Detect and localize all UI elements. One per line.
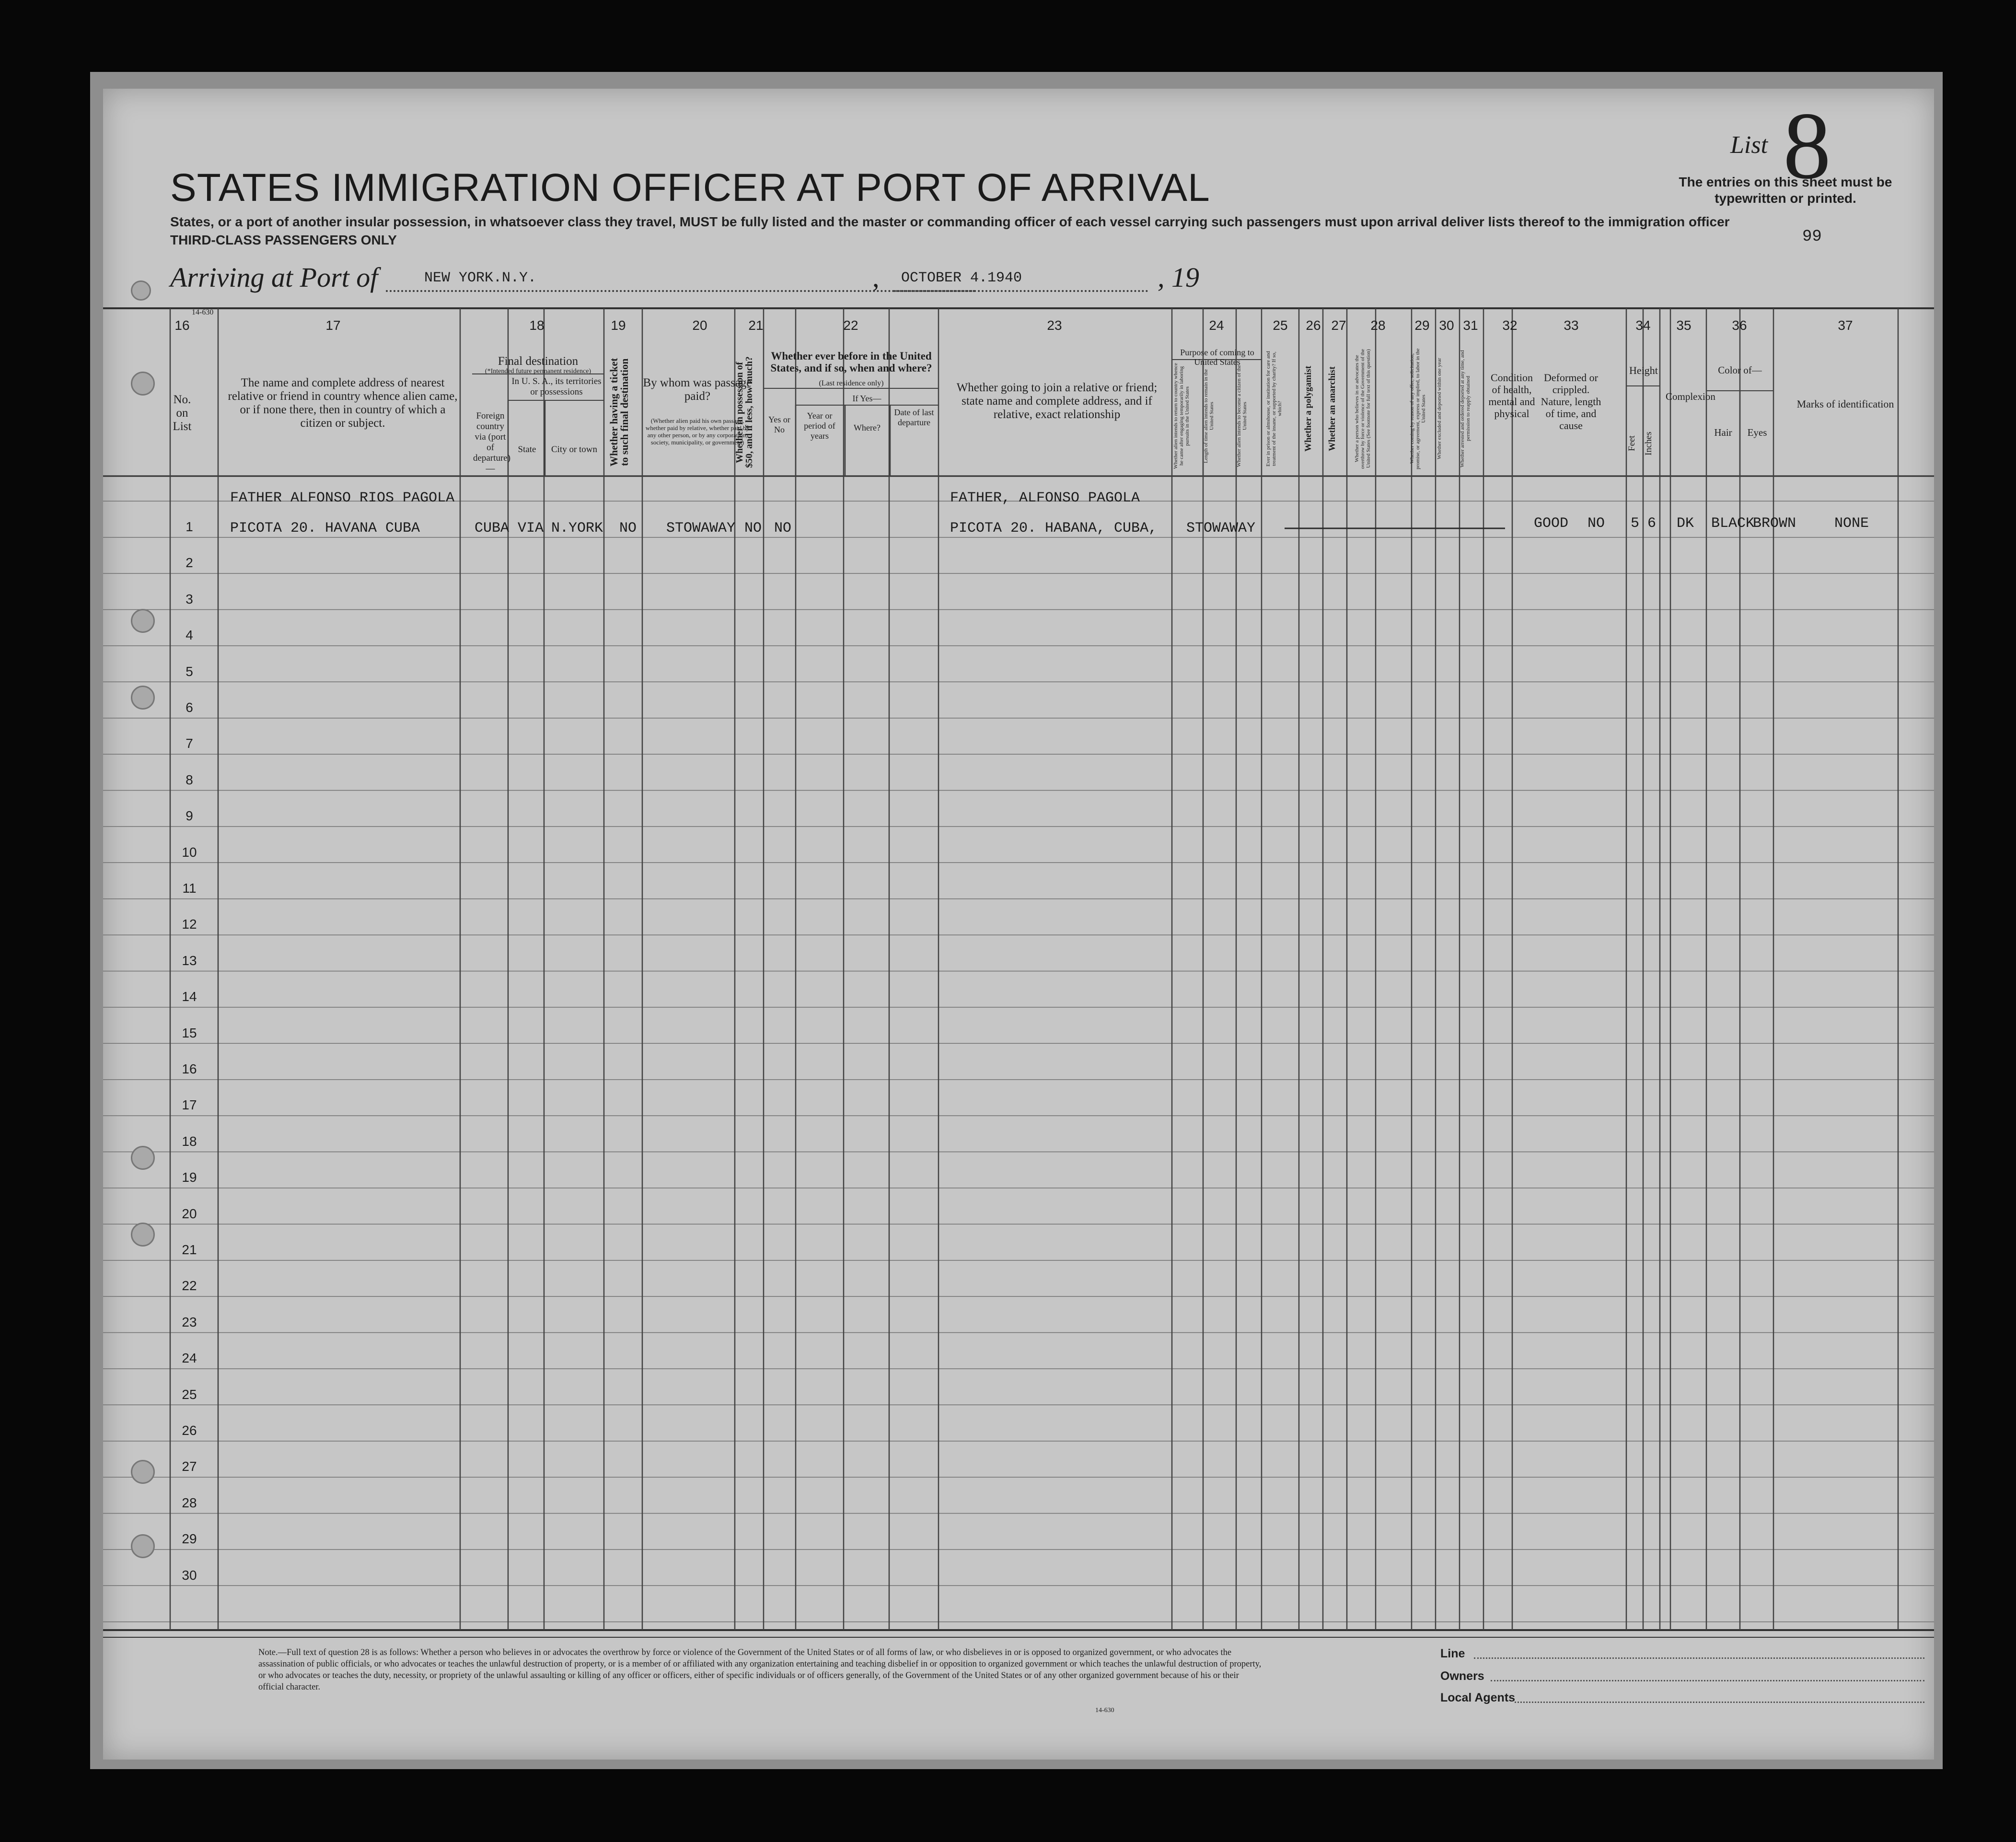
entry-complexion: DK — [1677, 515, 1694, 532]
header-inches: Inches — [1644, 431, 1654, 455]
row-number: 23 — [182, 1314, 197, 1329]
owners-field — [1491, 1680, 1924, 1681]
col-number-34: 34 — [1635, 318, 1651, 333]
header-final-destination-note: (*Intended future permanent residence) — [485, 368, 591, 375]
header-possession-50: Whether in possession of $50, and if less, how much? — [734, 356, 754, 468]
header-last-residence: (Last residence only) — [819, 379, 884, 387]
row-number: 11 — [182, 881, 197, 896]
footnote-question-28: Note.—Full text of question 28 is as follows: Whether a person who believes in or advocates the overthrow by force or violence of the Government of the United States or of all forms of law, or who disbelieves in or is opposed to organized government, or who advocates the assassination of public officials, or who advocates or teaches the unlawful destruction of property, or is a member of or affiliated with any organization entertaining and teaching disbelief in or opposition to organized government or which teaches the unlawful destruction of property, or who advocates or teaches the duty, necessity, or propriety of the unlawful assaulting or killing of any officer or officers, either of specific individuals or of officers generally, of the Government of the United States or of any other organized government because of his or their official character. — [258, 1648, 1262, 1692]
entry-join-line1: FATHER, ALFONSO PAGOLA — [950, 490, 1140, 506]
arriving-label: Arriving at Port of — [170, 262, 378, 293]
binder-hole — [131, 1223, 155, 1247]
header-purpose-a: Whether alien intends to return to country whence he came after engaging temporarily in laboring pursuits in the United States — [1173, 363, 1190, 469]
header-before-in-us: Whether ever before in the United States, and if so, when and where? — [770, 350, 932, 374]
row-number: 12 — [182, 917, 197, 932]
manifest-sheet — [103, 89, 1934, 1760]
header-polygamist: Whether a polygamist — [1303, 365, 1313, 452]
col-number-23: 23 — [1047, 318, 1062, 333]
binder-hole — [131, 609, 155, 633]
row-number: 15 — [182, 1025, 197, 1040]
col-number-35: 35 — [1676, 318, 1692, 333]
binder-hole — [131, 1534, 155, 1558]
row-number: 10 — [182, 844, 197, 860]
header-ticket: Whether having a ticket to such final destination — [608, 358, 630, 467]
row-number: 13 — [182, 953, 197, 968]
header-relative-name: The name and complete address of nearest relative or friend in country whence alien came, or if none there, then in country of which a citizen or subject. — [228, 376, 458, 430]
header-city: City or town — [551, 444, 598, 455]
header-c29: Whether coming by reason of any offer, solicitation, promise, or agreement, express or implied, to labor in the United States — [1409, 348, 1426, 469]
col-number-19: 19 — [611, 318, 626, 333]
footer-form-code: 14-630 — [1095, 1707, 1114, 1714]
header-deformed: Deformed or crippled. Nature, length of time, and cause — [1541, 372, 1601, 431]
header-color-of: Color of— — [1718, 364, 1762, 376]
row-number: 3 — [185, 591, 193, 606]
row-number: 14 — [182, 989, 197, 1004]
entry-join-line2: PICOTA 20. HABANA, CUBA, — [950, 520, 1158, 536]
header-paid-by-note: (Whether alien paid his own passage, whether paid by relative, whether paid by any other person, or by any corporation, society, municipality, or government) — [645, 417, 750, 446]
row-number: 20 — [182, 1206, 197, 1221]
entry-deformed: NO — [1587, 515, 1605, 532]
entry-inches: 6 — [1647, 515, 1657, 532]
header-marks: Marks of identification — [1796, 398, 1894, 410]
header-if-yes: If Yes— — [852, 394, 881, 403]
binder-hole — [131, 686, 155, 710]
header-foreign-country: Foreign country via (port of departure)— — [473, 411, 511, 474]
entry-before-yes-no: NO — [774, 520, 792, 536]
line-label: Line — [1440, 1647, 1465, 1660]
manifest-grid — [103, 89, 1934, 1760]
header-state: State — [518, 444, 536, 455]
col-number-29: 29 — [1414, 318, 1430, 333]
entry-foreign-country: CUBA VIA — [475, 520, 544, 536]
row-number: 6 — [185, 700, 193, 715]
col-number-27: 27 — [1331, 318, 1346, 333]
col-number-25: 25 — [1273, 318, 1288, 333]
entry-hair: BLACK — [1711, 515, 1755, 532]
row-number: 16 — [182, 1061, 197, 1076]
list-label: List — [1730, 131, 1768, 159]
entry-eyes: BROWN — [1753, 515, 1796, 532]
entry-relative-line2: PICOTA 20. HAVANA CUBA — [230, 520, 420, 536]
port-value: NEW YORK.N.Y. — [424, 270, 537, 286]
row-number: 7 — [185, 736, 193, 751]
row-number: 18 — [182, 1133, 197, 1149]
line-field — [1474, 1657, 1924, 1659]
row-number: 5 — [185, 664, 193, 679]
instructions-text: States, or a port of another insular possession, in whatsoever class they travel, MUST be fully listed and the master or commanding officer of each vessel carrying such passengers must upon arrival deliver lists thereof to the immigration officer — [170, 214, 1730, 229]
binder-hole — [131, 1146, 155, 1170]
header-where: Where? — [854, 423, 881, 432]
binder-hole — [131, 280, 151, 301]
header-c25: Ever in prison or almshouse, or institution for care and treatment of the insane, or supported by charity? If so, which? — [1265, 351, 1283, 466]
entry-dash-line — [1285, 526, 1505, 531]
row-number: 28 — [182, 1495, 197, 1510]
col-number-17: 17 — [325, 318, 341, 333]
row-number: 27 — [182, 1459, 197, 1474]
passenger-class-text: THIRD-CLASS PASSENGERS ONLY — [170, 233, 397, 247]
col-number-16: 16 — [174, 318, 190, 333]
col-number-36: 36 — [1732, 318, 1747, 333]
col-number-24: 24 — [1209, 318, 1224, 333]
col-number-20: 20 — [692, 318, 707, 333]
entry-city: N.YORK — [551, 520, 603, 536]
row-number: 17 — [182, 1097, 197, 1113]
header-height: Height — [1629, 364, 1658, 376]
list-number: 8 — [1783, 93, 1831, 199]
column-lines — [170, 308, 1898, 1630]
entry-paid-by: STOWAWAY — [666, 520, 736, 536]
entry-possession-50: NO — [744, 520, 762, 536]
col-number-26: 26 — [1306, 318, 1321, 333]
header-purpose-c: Whether alien intends to become a citizen of the United States — [1236, 365, 1248, 467]
header-no-on-list: No. on List — [173, 393, 192, 433]
header-health: Condition of health, mental and physical — [1488, 372, 1535, 420]
row-number: 29 — [182, 1531, 197, 1547]
local-agents-field — [1515, 1702, 1924, 1703]
header-c30: Whether excluded and deported within one year — [1437, 358, 1442, 460]
local-agents-label: Local Agents — [1440, 1691, 1516, 1704]
comma: , — [872, 262, 880, 293]
col-number-31: 31 — [1463, 318, 1478, 333]
form-code: 14-630 — [192, 308, 214, 316]
header-anarchist: Whether an anarchist — [1327, 366, 1337, 451]
row-number: 22 — [182, 1278, 197, 1294]
binder-hole — [131, 372, 155, 396]
year-label: , 19 — [1158, 262, 1199, 293]
col-number-18: 18 — [529, 318, 545, 333]
col-number-33: 33 — [1564, 318, 1579, 333]
entry-ticket: NO — [619, 520, 637, 536]
col-number-22: 22 — [843, 318, 858, 333]
header-join-relative: Whether going to join a relative or friend; state name and complete address, and if relative, exact relationship — [956, 381, 1158, 421]
col-number-32: 32 — [1502, 318, 1518, 333]
typewritten-note: The entries on this sheet must be typewritten or printed. — [1679, 175, 1892, 206]
header-in-usa: In U. S. A., its territories or possessions — [511, 376, 602, 397]
header-year-period: Year or period of years — [804, 411, 835, 441]
col-number-21: 21 — [748, 318, 764, 333]
row-number: 1 — [185, 519, 193, 534]
header-paid-by: By whom was passage paid? — [643, 376, 752, 403]
col-number-37: 37 — [1838, 318, 1853, 333]
binder-hole — [131, 1460, 155, 1484]
entry-relative-line1: FATHER ALFONSO RIOS PAGOLA — [230, 490, 455, 506]
page-number: 99 — [1802, 228, 1822, 246]
row-number: 8 — [185, 772, 193, 787]
row-number: 4 — [185, 628, 193, 643]
arrival-date: OCTOBER 4.1940 — [901, 270, 1022, 286]
header-date-departure: Date of last departure — [894, 408, 934, 427]
header-purpose: Purpose of coming to United States — [1180, 348, 1254, 367]
col-number-30: 30 — [1439, 318, 1454, 333]
owners-label: Owners — [1440, 1669, 1484, 1683]
header-eyes: Eyes — [1747, 427, 1767, 438]
row-number: 24 — [182, 1351, 197, 1366]
header-yes-no: Yes or No — [768, 415, 790, 434]
header-feet: Feet — [1627, 435, 1637, 452]
row-number: 30 — [182, 1567, 197, 1583]
header-c31: Whether arrested and ordered deported at any time, and permission to reapply obtained — [1460, 350, 1471, 467]
row-number: 9 — [185, 808, 193, 824]
row-number: 2 — [185, 555, 193, 571]
header-complexion: Complexion — [1666, 391, 1715, 402]
header-c28: Whether a person who believes in or advocates the overthrow by force or violence of the Government of the United States (See footnote for full text of this question) — [1354, 349, 1371, 469]
col-number-28: 28 — [1370, 318, 1386, 333]
header-purpose-b: Length of time alien intends to remain in the United States — [1203, 369, 1215, 463]
entry-marks: NONE — [1834, 515, 1869, 532]
entry-health: GOOD — [1534, 515, 1569, 532]
entry-feet: 5 — [1631, 515, 1640, 532]
row-number: 21 — [182, 1242, 197, 1257]
entry-purpose: STOWAWAY — [1186, 520, 1256, 536]
header-hair: Hair — [1714, 427, 1732, 438]
row-number: 26 — [182, 1423, 197, 1438]
row-number: 19 — [182, 1170, 197, 1185]
page-title: STATES IMMIGRATION OFFICER AT PORT OF ARRIVAL — [170, 166, 1210, 210]
header-final-destination: Final destination — [498, 355, 579, 368]
row-number: 25 — [182, 1387, 197, 1402]
